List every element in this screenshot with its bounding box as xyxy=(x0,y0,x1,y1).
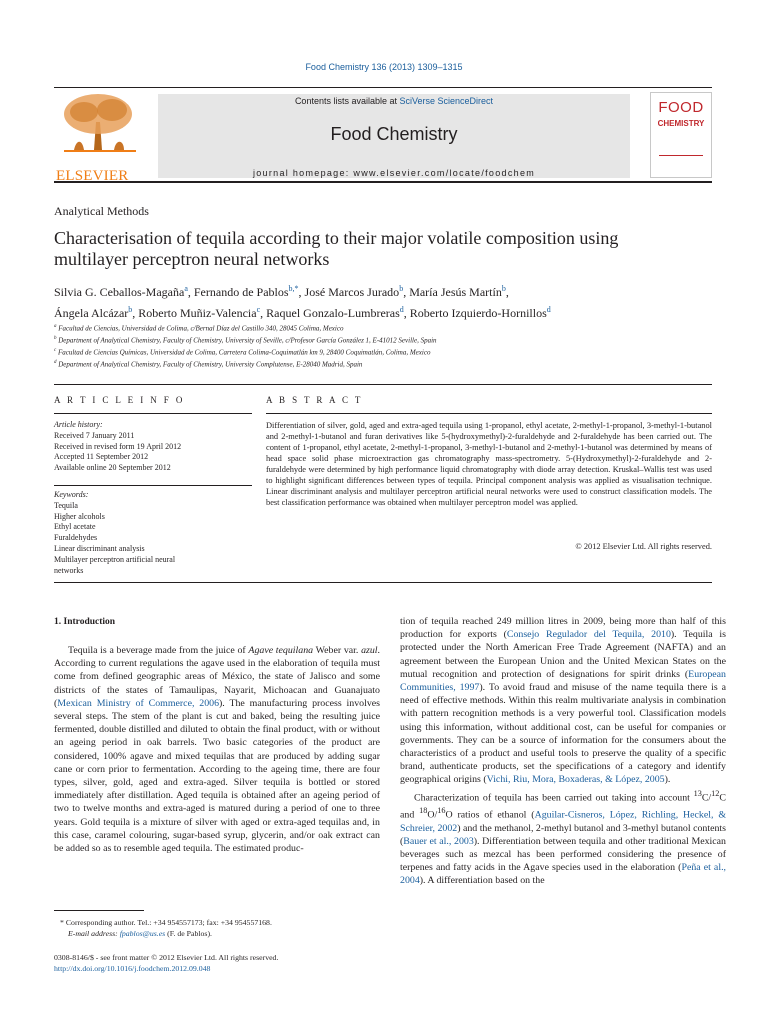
body-text: O ratios of ethanol ( xyxy=(445,809,535,821)
body-text: ). To avoid fraud and misuse of the name tequila there is a need of effective methods. Within this realm multivariate analysis in combination with pattern recognition methods is a very powerful tool. Classification models using this information, without additional cost, can be useful for companies or governments. They can be a source of information for the consumers about the characteristics of a product and useful tools to preserve the quality of a specific brand, authenticate products, set the specifications of a category and identify geographical origins ( xyxy=(400,682,726,786)
body-text: C/ xyxy=(701,791,712,803)
footnote-text: Corresponding author. Tel.: +34 954557173; fax: +34 954557168. xyxy=(65,918,272,927)
citation-link[interactable]: Vichi, Riu, Mora, Boxaderas, & López, 2005 xyxy=(486,774,665,786)
email-link[interactable]: fpablos@us.es xyxy=(119,929,166,938)
body-text: C and xyxy=(400,791,726,821)
affiliation-marker: a xyxy=(54,324,57,329)
abstract-copyright: © 2012 Elsevier Ltd. All rights reserved. xyxy=(575,542,712,551)
body-text: tion of tequila reached 249 million litres in 2009, being more than half of this production for exports ( xyxy=(400,616,726,641)
author-name: Roberto Muñiz-Valencia xyxy=(138,306,257,320)
email-label: E-mail address: xyxy=(68,929,120,938)
author-name: Raquel Gonzalo-Lumbreras xyxy=(266,306,400,320)
journal-title: Food Chemistry xyxy=(330,124,458,144)
keyword-list xyxy=(54,490,252,576)
body-column-left xyxy=(54,644,380,855)
history-label: Article history: xyxy=(54,420,103,429)
body-text: Characterization of tequila has been carried out taking into account xyxy=(414,791,694,803)
author-name: Ángela Alcázar xyxy=(54,306,129,320)
body-text: ). Differentiation between tequila and other traditional Mexican beverages such as mezcal has been performed considering the presence of terpenes and fatty acids in the Agave species used in the elaboration ( xyxy=(400,835,726,874)
history-item: Received 7 January 2011 xyxy=(54,430,135,440)
author-name: José Marcos Jurado xyxy=(304,285,400,299)
body-column-right xyxy=(400,615,726,888)
author-affil-link[interactable]: d xyxy=(399,305,404,314)
imprint-line: 0308-8146/$ - see front matter © 2012 Elsevier Ltd. All rights reserved. xyxy=(54,953,279,962)
species-name: Agave tequilana xyxy=(248,645,314,656)
author-line xyxy=(54,301,714,322)
elsevier-logo[interactable] xyxy=(54,92,146,184)
author-list xyxy=(54,280,714,322)
author-separator: , xyxy=(403,306,410,320)
doi-link[interactable]: http://dx.doi.org/10.1016/j.foodchem.2012.09.048 xyxy=(54,964,211,973)
cover-decoration xyxy=(659,155,703,169)
affiliation-item xyxy=(54,346,714,358)
citation-link[interactable]: Consejo Regulador del Tequila, 2010 xyxy=(506,629,671,641)
isotope-mass: 13 xyxy=(693,788,702,798)
abstract-text: Differentiation of silver, gold, aged and extra-aged tequila using 1-propanol, ethyl acetate, 2-methyl-1-propanol, 3-methyl-1-butanol and 2-methyl-1-butanol and furan derivatives like 5-(hydroxymethyl)-2-furaldehyde and 2-furaldehyde has been carried out. The content of 1-propanol, ethyl acetate, 2-methyl-1-propanol, 3-methyl-1-butanol and 2-methyl-1-butanol was determined by means of head space solid phase microextraction gas chromatography mass-spectrometry. 5-(Hydroxymethyl)-2-furaldehyde and 2-furaldehyde were determined by high performance liquid chromatography with diode array detection. Kruskal–Wallis test was used to highlight significant differences between types of tequila. Principal component analysis was applied as visualisation technique. Linear discriminant analysis and multilayer perceptron artificial neural networks were used to construct classification models. The best classification performance was obtained when multilayer perceptron model was applied. xyxy=(266,421,712,507)
affiliation-item xyxy=(54,322,714,334)
citation-link[interactable]: Aguilar-Cisneros, López, Richling, Heckel, & Schreier, 2002 xyxy=(400,809,726,834)
isotope-mass: 12 xyxy=(711,788,720,798)
article-title xyxy=(54,228,714,270)
history-item: Available online 20 September 2012 xyxy=(54,463,171,473)
author-name: María Jesús Martín xyxy=(409,285,502,299)
author-affil-link[interactable]: a xyxy=(184,284,188,293)
citation-link[interactable]: Peña et al., 2004 xyxy=(400,862,727,887)
body-text: ). A differentiation based on the xyxy=(419,875,545,887)
affiliation-item xyxy=(54,358,714,370)
keyword-item: Multilayer perceptron artificial neural xyxy=(54,554,176,564)
author-separator: , xyxy=(403,285,410,299)
body-text: . According to current regulations the agave used in the elaboration of tequila must come from defined geographic areas of México, the state of Jalisco and some districts of the states of Tamaulipas, Nayarit, Michoacan and Guanajuato ( xyxy=(54,645,380,709)
divider xyxy=(54,384,712,385)
author-affil-link[interactable]: b xyxy=(399,284,404,293)
keyword-item: Linear discriminant analysis xyxy=(54,543,145,553)
citation-link[interactable]: European Communities, 1997 xyxy=(400,668,726,694)
cover-word-food: FOOD xyxy=(658,99,704,116)
affiliation-list xyxy=(54,322,714,370)
elsevier-wordmark: ELSEVIER xyxy=(56,168,129,184)
journal-masthead xyxy=(54,87,712,183)
body-paragraph xyxy=(54,644,380,855)
journal-homepage-link[interactable]: journal homepage: www.elsevier.com/locate/foodchem xyxy=(252,168,536,178)
author-separator: , xyxy=(187,285,194,299)
introduction-heading: 1. Introduction xyxy=(54,617,116,627)
keyword-item: networks xyxy=(54,565,84,575)
author-name: Fernando de Pablos xyxy=(193,285,289,299)
article-section: Analytical Methods xyxy=(54,204,149,218)
author-affil-link[interactable]: c xyxy=(256,305,261,314)
footnote-divider xyxy=(54,910,144,911)
author-name: Roberto Izquierdo-Hornillos xyxy=(409,306,547,320)
divider xyxy=(266,413,712,414)
footnote-marker: * xyxy=(60,918,64,927)
author-name: Silvia G. Ceballos-Magaña xyxy=(54,285,185,299)
author-separator: , xyxy=(132,306,139,320)
journal-cover-thumbnail[interactable] xyxy=(650,92,712,178)
body-text: ). Tequila is protected under the North American Free Trade Agreement (NAFTA) and an agreement between the European Union and the United Mexican States on the mutual recognition and protection of designations for spirit drinks ( xyxy=(400,629,726,680)
sciencedirect-link[interactable]: SciVerse ScienceDirect xyxy=(399,96,494,106)
author-separator: , xyxy=(298,285,305,299)
affiliation-text: Department of Analytical Chemistry, Faculty of Chemistry, University of Seville, c/Profesor García González 1, E-41012 Seville, Spain xyxy=(58,336,437,345)
author-affil-link[interactable]: b xyxy=(501,284,506,293)
article-title-line: Characterisation of tequila according to their major volatile composition using xyxy=(54,228,619,248)
keyword-item: Tequila xyxy=(54,500,78,510)
article-title-line: multilayer perceptron neural networks xyxy=(54,249,330,269)
article-info-heading: A R T I C L E I N F O xyxy=(54,395,185,405)
abstract-heading: A B S T R A C T xyxy=(266,395,363,405)
body-text: Tequila is a beverage made from the juice of xyxy=(68,645,249,656)
corresponding-author-footnote xyxy=(54,917,380,939)
article-history xyxy=(54,420,252,474)
keywords-label: Keywords: xyxy=(54,490,89,499)
contents-availability xyxy=(158,96,630,106)
body-text: ) and the methanol, 2-methyl butanol and 3-methyl butanol contents ( xyxy=(400,822,726,847)
keyword-item: Furaldehydes xyxy=(54,533,98,543)
author-separator: , xyxy=(505,285,509,299)
affiliation-text: Facultad de Ciencias Químicas, Universidad de Colima, Carretera Colima-Coquimatlán km 9, 28400 Coquimatlán, Colima, Mexico xyxy=(57,348,431,357)
affiliation-text: Department of Analytical Chemistry, Faculty of Chemistry, University Complutense, E-28040 Madrid, Spain xyxy=(58,360,363,369)
body-text: O/ xyxy=(427,809,438,821)
author-affil-link[interactable]: d xyxy=(546,305,551,314)
author-affil-link[interactable]: b xyxy=(128,305,133,314)
footnote-line xyxy=(54,928,380,939)
body-paragraph xyxy=(400,615,726,787)
divider xyxy=(54,413,252,414)
imprint xyxy=(54,952,380,974)
affiliation-marker: d xyxy=(54,359,57,365)
affiliation-marker: c xyxy=(54,347,57,353)
history-item: Accepted 11 September 2012 xyxy=(54,452,149,462)
body-text: ). xyxy=(664,774,671,786)
divider xyxy=(54,485,252,486)
body-text: ). The manufacturing process involves several steps. The stem of the plant is cut and baked, being the resulting juice fermented, double distilled and diluted to obtain the final product, with or without an ageing period in oak barrels. Two basic categories of the product are considered, 100% agave and mixed tequilas that are produced by adding sugar cane or corn prior to fermentation. According to the ageing time, there are four types, silver, gold, aged and extra-aged. Silver tequila is bottled or stored immediately after distillation. Aged tequila is obtained after an ageing period of two to twelve months and extra-aged is matured during a period of one to three years. Gold tequila is a mixture of silver with aged or extra-aged tequilas and, in this case, caramel colouring, sugar-based syrup, glycerin, and/or oak extract can be added so as to resemble aged tequila. The estimated produc- xyxy=(54,697,380,855)
body-text: Weber var. xyxy=(313,645,362,656)
affiliation-text: Facultad de Ciencias, Universidad de Colima, c/Bernal Díaz del Castillo 340, 28045 Colima, Mexico xyxy=(58,324,344,333)
citation-link[interactable]: Mexican Ministry of Commerce, 2006 xyxy=(57,697,220,709)
history-item: Received in revised form 19 April 2012 xyxy=(54,441,182,451)
contents-prefix: Contents lists available at xyxy=(294,96,400,106)
author-line xyxy=(54,280,714,301)
isotope-mass: 16 xyxy=(437,806,446,816)
divider xyxy=(54,582,712,583)
journal-citation[interactable]: Food Chemistry 136 (2013) 1309–1315 xyxy=(305,62,463,72)
keyword-item: Higher alcohols xyxy=(54,511,105,521)
citation-link[interactable]: Bauer et al., 2003 xyxy=(403,835,474,847)
keyword-item: Ethyl acetate xyxy=(54,522,96,532)
affiliation-marker: b xyxy=(54,335,57,341)
variety-name: azul xyxy=(361,645,378,656)
tree-icon xyxy=(54,92,146,168)
isotope-mass: 18 xyxy=(419,806,428,816)
author-affil-link[interactable]: b,* xyxy=(288,284,299,293)
body-paragraph xyxy=(400,787,726,888)
footnote-line xyxy=(54,917,380,928)
journal-banner xyxy=(158,94,630,178)
cover-word-chemistry: CHEMISTRY xyxy=(657,119,705,128)
affiliation-item xyxy=(54,334,714,346)
author-separator: , xyxy=(260,306,267,320)
footnote-text: (F. de Pablos). xyxy=(165,929,213,938)
